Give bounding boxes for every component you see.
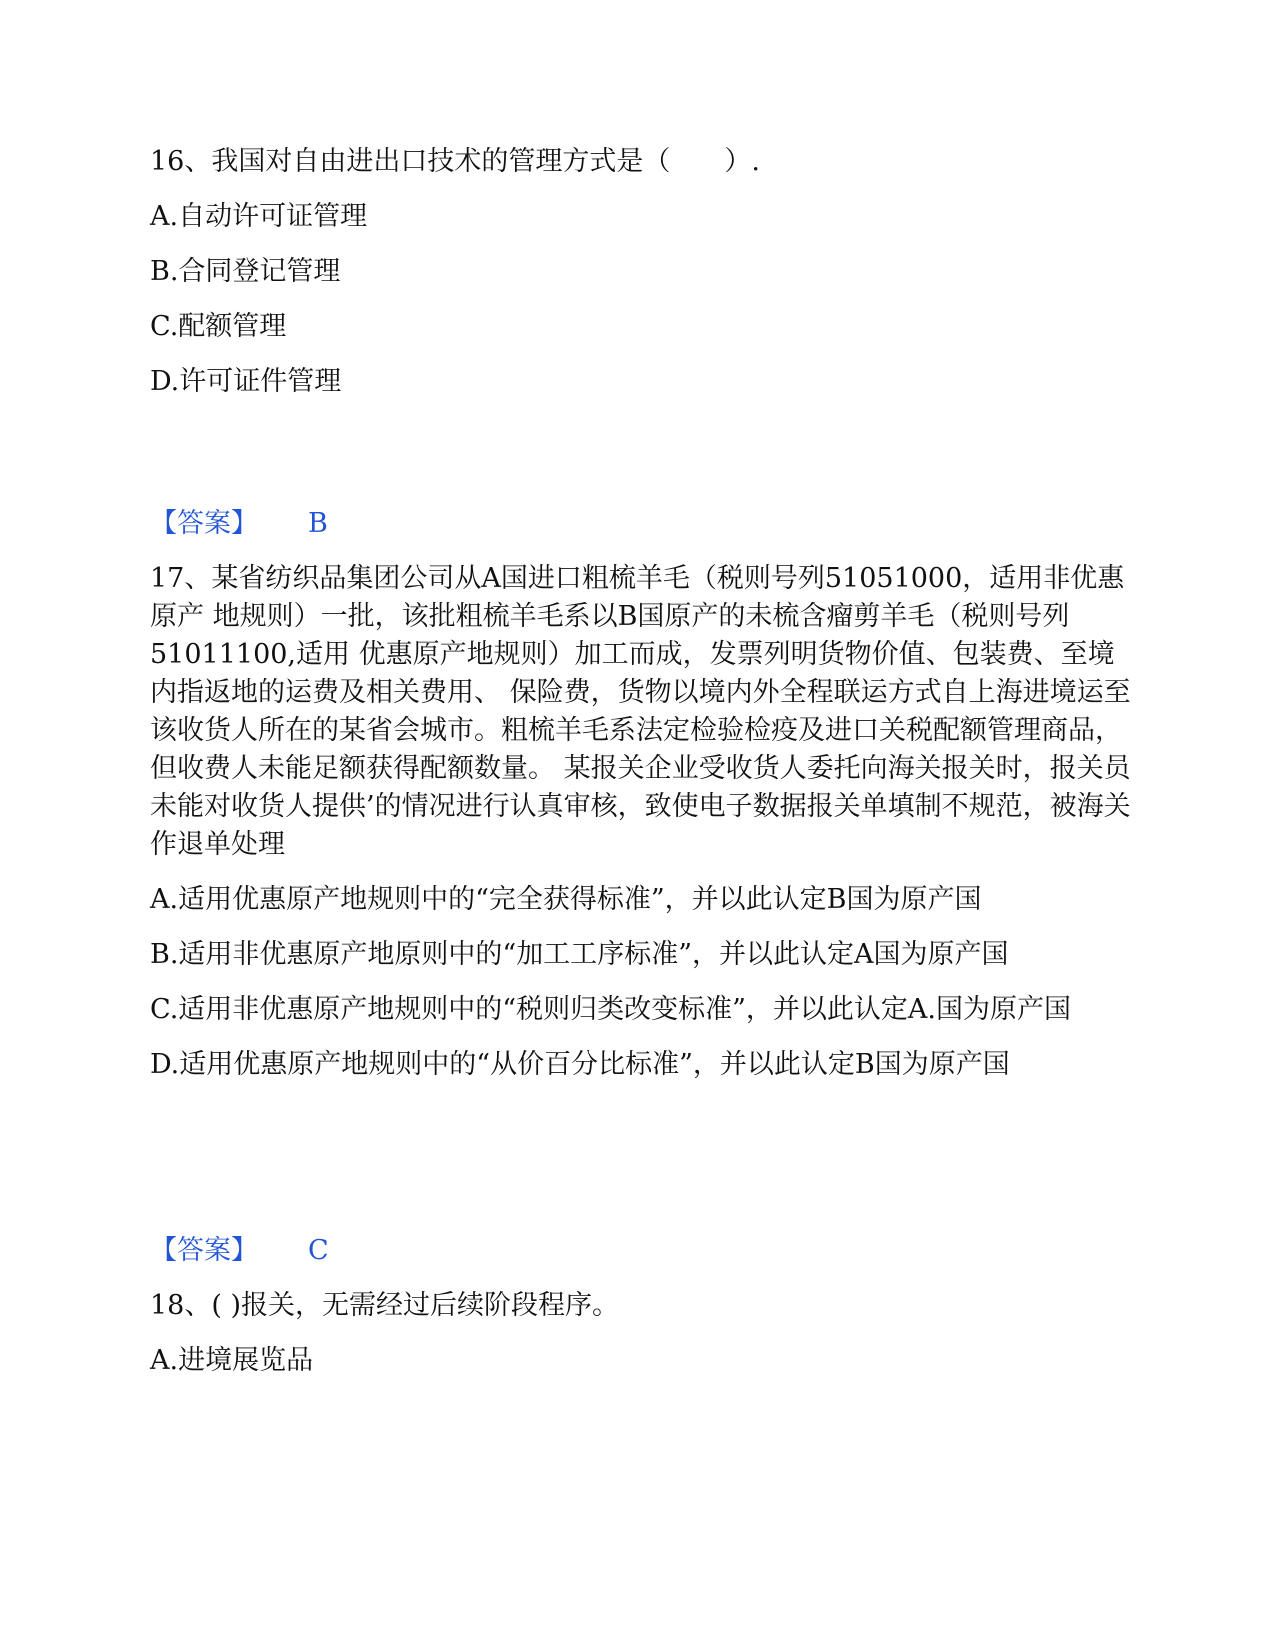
answer-17 xyxy=(150,1232,329,1270)
question-18 xyxy=(150,1287,1135,1380)
option-a: A.自动许可证管理 xyxy=(150,201,368,232)
option-d: D.适用优惠原产地规则中的“从价百分比标准”，并以此认定B国为原产国 xyxy=(150,1049,1010,1080)
question-stem: 17、某省纺织品集团公司从A国进口粗梳羊毛（税则号列51051000，适用非优惠原产 地规则）一批，该批粗梳羊毛系以B国原产的未梳含瘤剪羊毛（税则号列51011100,适用 优惠原产地规则）加工而成，发票列明货物价值、包装费、至境内指返地的运费及相关费用、 保险费，货物以境内外全程联运方式自上海进境运至该收货人所在的某省会城市。粗梳羊毛系法定检验检疫及进口关税配额管理商品，但收费人未能足额获得配额数量。 某报关企业受收货人委托向海关报关时，报关员未能对收货人提供’的情况进行认真审核，致使电子数据报关单填制不规范，被海关作退单处理 xyxy=(150,563,1131,860)
option-d: D.许可证件管理 xyxy=(150,366,342,397)
question-stem: 18、( )报关，无需经过后续阶段程序。 xyxy=(150,1290,620,1321)
answer-value: C xyxy=(308,1235,329,1266)
answer-16 xyxy=(150,505,328,543)
option-a: A.适用优惠原产地规则中的“完全获得标准”，并以此认定B国为原产国 xyxy=(150,884,982,915)
option-b: B.适用非优惠原产地原则中的“加工工序标准”，并以此认定A国为原产国 xyxy=(150,939,1009,970)
option-b: B.合同登记管理 xyxy=(150,256,341,287)
option-a: A.进境展览品 xyxy=(150,1345,314,1376)
answer-label: 【答案】 xyxy=(150,1235,258,1266)
answer-label: 【答案】 xyxy=(150,508,258,539)
question-17 xyxy=(150,560,1135,1084)
answer-value: B xyxy=(308,508,328,539)
option-c: C.配额管理 xyxy=(150,311,287,342)
question-stem: 16、我国对自由进出口技术的管理方式是（ ）. xyxy=(150,146,760,177)
question-16 xyxy=(150,143,1135,401)
option-c: C.适用非优惠原产地规则中的“税则归类改变标准”，并以此认定A.国为原产国 xyxy=(150,994,1071,1025)
